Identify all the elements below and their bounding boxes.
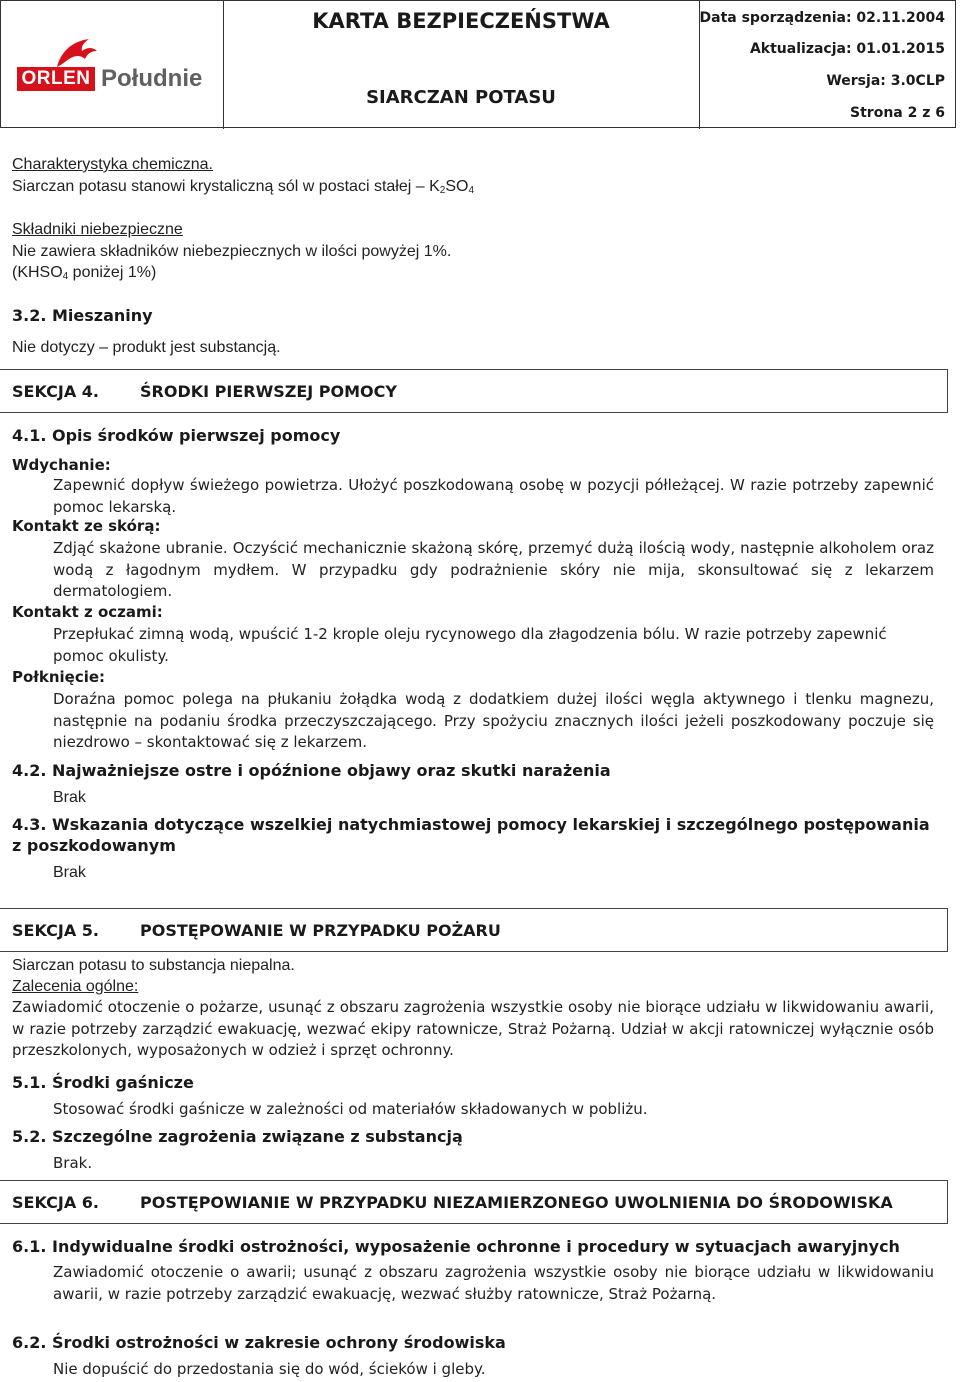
ingestion-text: Doraźna pomoc polega na płukaniu żołądka wodą z dodatkiem dużej ilości węgla aktywnego i tlenku magnezu, następnie na podaniu środka przeczyszczającego. Przy spożyciu znacznych ilości jeżeli poszkodowany poczuje się niezdrowo – skontaktować się z lekarzem. bbox=[53, 690, 934, 751]
section-6-1-text: Zawiadomić otoczenie o awarii; usunąć z obszaru zagrożenia wszystkie osoby nie biorące udziału w likwidowaniu awarii, w razie potrzeby zarządzić ewakuację, wezwać służby ratownicze, Straż Pożarną. bbox=[53, 1263, 934, 1303]
section-6-header bbox=[0, 1180, 948, 1224]
eye-contact-label: Kontakt z oczami: bbox=[12, 603, 163, 621]
section-5-2-text: Brak. bbox=[53, 1154, 93, 1172]
eye-contact-text: Przepłukać zimną wodą, wpuścić 1-2 krople oleju rycynowego dla złagodzenia bólu. W razie potrzeby zapewnić pomoc okulisty. bbox=[53, 625, 887, 665]
company-logo bbox=[13, 37, 213, 97]
section-title: POSTĘPOWIANIE W PRZYPADKU NIEZAMIERZONEGO UWOLNIENIA DO ŚRODOWISKA bbox=[140, 1193, 893, 1212]
version: Wersja: 3.0CLP bbox=[826, 73, 945, 89]
section-6-2-heading: 6.2. Środki ostrożności w zakresie ochrony środowiska bbox=[12, 1333, 506, 1352]
skin-contact-text: Zdjąć skażone ubranie. Oczyścić mechanicznie skażoną skórę, przemyć dużą ilością wody, następnie alkoholem oraz wodą z łagodnym mydłem. W przypadku gdy podrażnienie skóry nie mija, skonsultować się z lekarzem dermatologiem. bbox=[53, 539, 934, 600]
inhalation-label: Wdychanie: bbox=[12, 456, 111, 474]
section-4-1-heading: 4.1. Opis środków pierwszej pomocy bbox=[12, 426, 341, 445]
date-created: Data sporządzenia: 02.11.2004 bbox=[699, 10, 945, 26]
section-3-2-heading: 3.2. Mieszaniny bbox=[12, 306, 153, 325]
section-title: ŚRODKI PIERWSZEJ POMOCY bbox=[140, 382, 397, 401]
section-number: SEKCJA 6. bbox=[12, 1193, 99, 1212]
section-4-3-heading: 4.3. Wskazania dotyczące wszelkiej natychmiastowej pomocy lekarskiej i szczególnego postępowania z poszkodowanym bbox=[12, 815, 930, 855]
general-recommendations-heading: Zalecenia ogólne: bbox=[12, 978, 139, 995]
section-4-2-heading: 4.2. Najważniejsze ostre i opóźnione objawy oraz skutki narażenia bbox=[12, 761, 611, 780]
chem-heading: Charakterystyka chemiczna. bbox=[12, 156, 213, 173]
chem-text: Siarczan potasu stanowi krystaliczną sól w postaci stałej – $K_2SO_4$ bbox=[12, 178, 474, 196]
page-number: Strona 2 z 6 bbox=[850, 105, 945, 121]
section-5-header bbox=[0, 908, 948, 952]
general-recommendations-text: Zawiadomić otoczenie o pożarze, usunąć z obszaru zagrożenia wszystkie osoby nie biorące udziału w likwidowaniu awarii, w razie potrzeby zarządzić ewakuację, wezwać ekipy ratownicze, Straż Pożarną. Udział w akcji ratowniczej wyłącznie osób przeszkolonych, wyposażonych w odzież i sprzęt ochronny. bbox=[12, 998, 934, 1059]
section-number: SEKCJA 5. bbox=[12, 921, 99, 940]
ingestion-label: Połknięcie: bbox=[12, 668, 106, 686]
eagle-logo-icon bbox=[55, 37, 99, 69]
logo-subbrand: Południe bbox=[101, 65, 203, 92]
section-6-1-heading: 6.1. Indywidualne środki ostrożności, wyposażenie ochronne i procedury w sytuacjach awaryjnych bbox=[12, 1237, 900, 1256]
section-5-1-heading: 5.1. Środki gaśnicze bbox=[12, 1073, 194, 1092]
section-6-2-text: Nie dopuścić do przedostania się do wód, ścieków i gleby. bbox=[53, 1360, 486, 1378]
update-date: Aktualizacja: 01.01.2015 bbox=[749, 41, 945, 57]
hazard-line-2: ($KHSO_4$ poniżej 1%) bbox=[12, 264, 157, 282]
document-title: KARTA BEZPIECZEŃSTWA bbox=[312, 9, 610, 33]
section-4-3-text: Brak bbox=[53, 864, 86, 881]
section-5-intro: Siarczan potasu to substancja niepalna. bbox=[12, 957, 295, 974]
section-3-2-text: Nie dotyczy – produkt jest substancją. bbox=[12, 339, 281, 356]
section-title: POSTĘPOWANIE W PRZYPADKU POŻARU bbox=[140, 921, 501, 940]
hazard-heading: Składniki niebezpieczne bbox=[12, 221, 183, 238]
section-5-1-text: Stosować środki gaśnicze w zależności od materiałów składowanych w pobliżu. bbox=[53, 1100, 648, 1118]
section-4-header bbox=[0, 369, 948, 413]
hazard-line-1: Nie zawiera składników niebezpiecznych w ilości powyżej 1%. bbox=[12, 243, 452, 260]
section-5-2-heading: 5.2. Szczególne zagrożenia związane z substancją bbox=[12, 1127, 463, 1146]
section-4-2-text: Brak bbox=[53, 789, 86, 806]
section-number: SEKCJA 4. bbox=[12, 382, 99, 401]
skin-contact-label: Kontakt ze skórą: bbox=[12, 517, 161, 535]
document-header bbox=[0, 0, 956, 128]
logo-brand: ORLEN bbox=[17, 67, 95, 91]
inhalation-text: Zapewnić dopływ świeżego powietrza. Ułożyć poszkodowaną osobę w pozycji półleżącej. W razie potrzeby zapewnić pomoc lekarską. bbox=[53, 476, 934, 516]
document-subtitle: SIARCZAN POTASU bbox=[366, 87, 556, 108]
